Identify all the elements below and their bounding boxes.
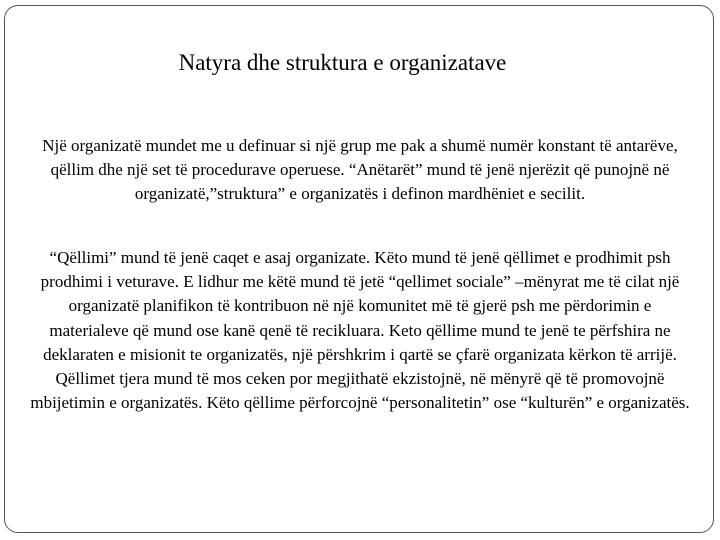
slide-frame	[4, 5, 714, 533]
paragraph-goals: “Qëllimi” mund të jenë caqet e asaj organizate. Këto mund të jenë qëllimet e prodhimit psh prodhimi i veturave. E lidhur me këtë mund të jetë “qellimet sociale” –mënyrat me të cilat një organizatë planifikon të kontribuon në një komunitet më të gjerë psh me përdorimin e materialeve që mund ose kanë qenë të recikluara. Keto qëllime mund te jenë te përfshira ne deklaraten e misionit te organizatës, një përshkrim i qartë se çfarë organizata kërkon të arrijë. Qëllimet tjera mund të mos ceken por megjithatë ekzistojnë, në mënyrë që të promovojnë mbijetimin e organizatës. Këto qëllime përforcojnë “personalitetin” ose “kulturën” e organizatës.	[30, 248, 690, 413]
paragraph-definition: Një organizatë mundet me u definuar si një grup me pak a shumë numër konstant të antarëve, qëllim dhe një set të procedurave operuese. “Anëtarët” mund të jenë njerëzit që punojnë në organizatë,”struktura” e organizatës i definon mardhëniet e secilit.	[42, 136, 678, 204]
slide-title: Natyra dhe struktura e organizatave	[178, 50, 507, 75]
